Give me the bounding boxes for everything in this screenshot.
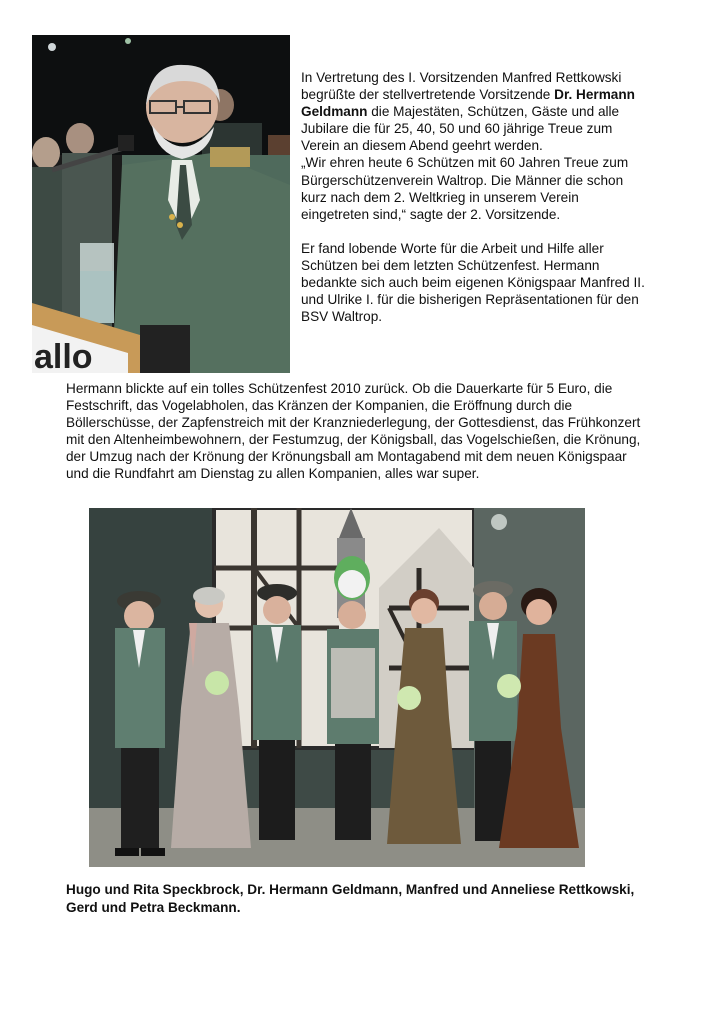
photo-caption: Hugo und Rita Speckbrock, Dr. Hermann Geldmann, Manfred und Anneliese Rettkowski, Gerd und Petra Beckmann. [66, 882, 635, 915]
group-photo [89, 508, 585, 867]
intro-text-end: die Majestäten, Schützen, Gäste und alle Jubilare die für 25, 40, 50 und 60 jährige Treue zum Verein an diesem Abend geehrt werden. [301, 104, 620, 154]
review-paragraph: Hermann blickte auf ein tolles Schützenfest 2010 zurück. Ob die Dauerkarte für 5 Euro, die Festschrift, das Vogelabholen, das Kränzen der Kompanien, die Eröffnung durch die Böllerschüsse, der Zapfenstreich mit der Kranzniederlegung, der Gottesdienst, das Frühkonzert mit den Altenheimbewohnern, der Festumzug, der Königsball, das Vogelschießen, die Krönung, der Umzug nach der Krönung der Krönungsball am Montagabend mit dem neuen Königspaar und die Rundfahrt am Dienstag zu allen Kompanien, alles war super. [66, 381, 641, 482]
quote-paragraph: „Wir ehren heute 6 Schützen mit 60 Jahren Treue zum Bürgerschützenverein Waltrop. Die Männer die schon kurz nach dem 2. Weltkrieg in unserem Verein eingetreten sind,“ sagte der 2. Vorsitzende. [301, 155, 629, 222]
intro-text-start: In Vertretung des I. Vorsitzenden Manfred Rettkowski begrüßte der stellvertretende Vorsitzende [301, 70, 622, 103]
speaker-name: Dr. Hermann Geldmann [301, 87, 635, 120]
intro-paragraph [301, 69, 646, 154]
thanks-paragraph: Er fand lobende Worte für die Arbeit und Hilfe aller Schützen bei dem letzten Schützenfest. Hermann bedankte sich auch beim eigenen Königspaar Manfred II. und Ulrike I. für die bisherigen Repräsentationen für den BSV Waltrop. [301, 240, 645, 325]
intro-column [301, 69, 646, 325]
speaker-photo [32, 35, 290, 373]
podium-lettering: allo [34, 338, 93, 373]
